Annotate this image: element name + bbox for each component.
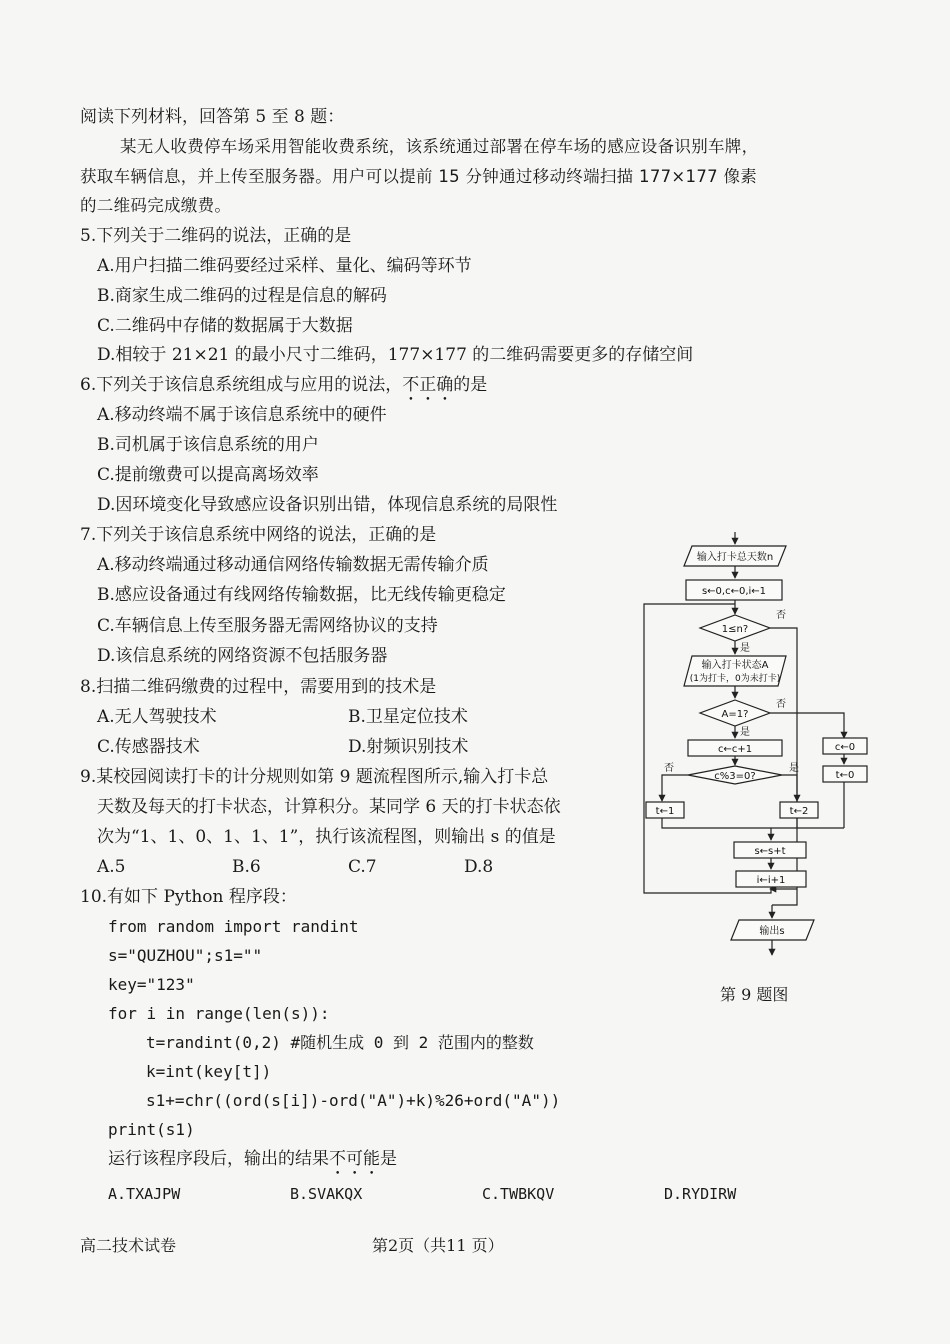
material-heading: 阅读下列材料，回答第 5 至 8 题： [80,107,345,127]
flow-text-t-two: t←2 [789,806,809,817]
q5-option-b: B.商家生成二维码的过程是信息的解码 [97,286,387,306]
q6-option-a: A.移动终端不属于该信息系统中的硬件 [97,405,387,425]
flow-label-mod-yes: 是 [789,763,799,774]
q10-ask-pre: 运行该程序段后，输出的结果 [108,1149,329,1169]
flow-text-output: 输出s [759,926,785,937]
q10-ask-emphasis: 不可能 [329,1149,380,1169]
flow-text-input-a1: 输入打卡状态A [701,660,769,671]
q6-option-b: B.司机属于该信息系统的用户 [97,435,319,455]
flow-text-t-one: t←1 [655,806,675,817]
code-line-4: for i in range(len(s)): [108,1004,330,1023]
q7-stem: 7.下列关于该信息系统中网络的说法，正确的是 [80,525,437,545]
q9-stem-line-2: 天数及每天的打卡状态，计算积分。某同学 6 天的打卡状态依 [97,797,561,817]
q7-option-d: D.该信息系统的网络资源不包括服务器 [97,646,388,666]
q9-option-d: D.8 [464,857,494,877]
code-line-8: print(s1) [108,1120,195,1139]
q6-stem-pre: 6.下列关于该信息系统组成与应用的说法， [80,375,403,395]
code-line-5: t=randint(0,2) #随机生成 0 到 2 范围内的整数 [146,1033,534,1052]
q8-stem: 8.扫描二维码缴费的过程中，需要用到的技术是 [80,677,437,697]
flow-text-input-a2: (1为打卡，0为未打卡) [689,674,781,684]
code-line-2: s="QUZHOU";s1="" [108,946,263,965]
flow-text-i-inc: i←i+1 [756,875,786,886]
flow-text-a-cond: A=1? [721,709,749,720]
q9-option-a: A.5 [97,857,126,877]
q8-option-c: C.传感器技术 [97,737,200,757]
code-line-7: s1+=chr((ord(s[i])-ord("A")+k)%26+ord("A")) [146,1091,561,1110]
flow-label-loop-yes: 是 [740,643,750,654]
flow-text-c-inc: c←c+1 [717,744,753,755]
q9-option-b: B.6 [232,857,261,877]
q5-stem: 5.下列关于二维码的说法，正确的是 [80,226,352,246]
material-paragraph-line-2: 获取车辆信息，并上传至服务器。用户可以提前 15 分钟通过移动终端扫描 177×177 像素 [80,167,758,186]
q9-option-c: C.7 [348,857,377,877]
flow-text-c-zero: c←0 [834,742,856,753]
footer-page-number: 第2页（共11 页） [372,1236,504,1255]
q6-option-d: D.因环境变化导致感应设备识别出错，体现信息系统的局限性 [97,495,558,515]
q10-option-c: C.TWBKQV [482,1185,555,1203]
q9-stem-line-3: 次为“1、1、0、1、1、1”，执行该流程图，则输出 s 的值是 [97,827,556,847]
code-line-3: key="123" [108,975,195,994]
flow-label-a-yes: 是 [740,727,750,738]
q7-option-c: C.车辆信息上传至服务器无需网络协议的支持 [97,616,438,636]
q6-option-c: C.提前缴费可以提高离场效率 [97,465,319,485]
q10-stem: 10.有如下 Python 程序段： [80,887,297,907]
flow-label-loop-no: 否 [776,610,786,621]
q10-option-d: D.RYDIRW [664,1185,737,1203]
flow-text-mod-cond: c%3=0? [714,771,756,782]
q8-option-d: D.射频识别技术 [348,737,469,757]
q6-stem-emphasis: 不正确 [402,375,454,395]
q8-option-b: B.卫星定位技术 [348,707,468,727]
q7-option-a: A.移动终端通过移动通信网络传输数据无需传输介质 [97,555,489,575]
q10-option-b: B.SVAKQX [290,1185,363,1203]
material-paragraph-line-1: 某无人收费停车场采用智能收费系统，该系统通过部署在停车场的感应设备识别车牌， [120,137,759,156]
flow-text-s-add: s←s+t [754,846,786,857]
q6-stem-post: 的是 [453,375,488,395]
flow-text-input-n: 输入打卡总天数n [696,552,774,563]
q9-stem-line-1: 9.某校园阅读打卡的计分规则如第 9 题流程图所示,输入打卡总 [80,767,549,787]
q5-option-d: D.相较于 21×21 的最小尺寸二维码，177×177 的二维码需要更多的存储空间 [97,345,694,365]
q7-option-b: B.感应设备通过有线网络传输数据，比无线传输更稳定 [97,585,506,605]
q8-option-a: A.无人驾驶技术 [97,707,217,727]
flow-text-init: s←0,c←0,i←1 [701,586,767,597]
q5-option-c: C.二维码中存储的数据属于大数据 [97,316,353,336]
code-line-6: k=int(key[t]) [146,1062,272,1081]
flow-label-a-no: 否 [776,699,786,710]
code-line-1: from random import randint [108,917,359,936]
flow-text-loop-cond: 1≤n? [721,624,749,635]
footer-title: 高二技术试卷 [80,1236,177,1255]
q10-ask-post: 是 [380,1149,397,1169]
flowchart-caption: 第 9 题图 [720,985,789,1004]
q5-option-a: A.用户扫描二维码要经过采样、量化、编码等环节 [97,256,472,276]
flow-label-mod-no: 否 [664,763,674,774]
material-paragraph-line-3: 的二维码完成缴费。 [80,196,232,215]
flow-text-t-zero: t←0 [835,770,855,781]
q10-option-a: A.TXAJPW [108,1185,181,1203]
